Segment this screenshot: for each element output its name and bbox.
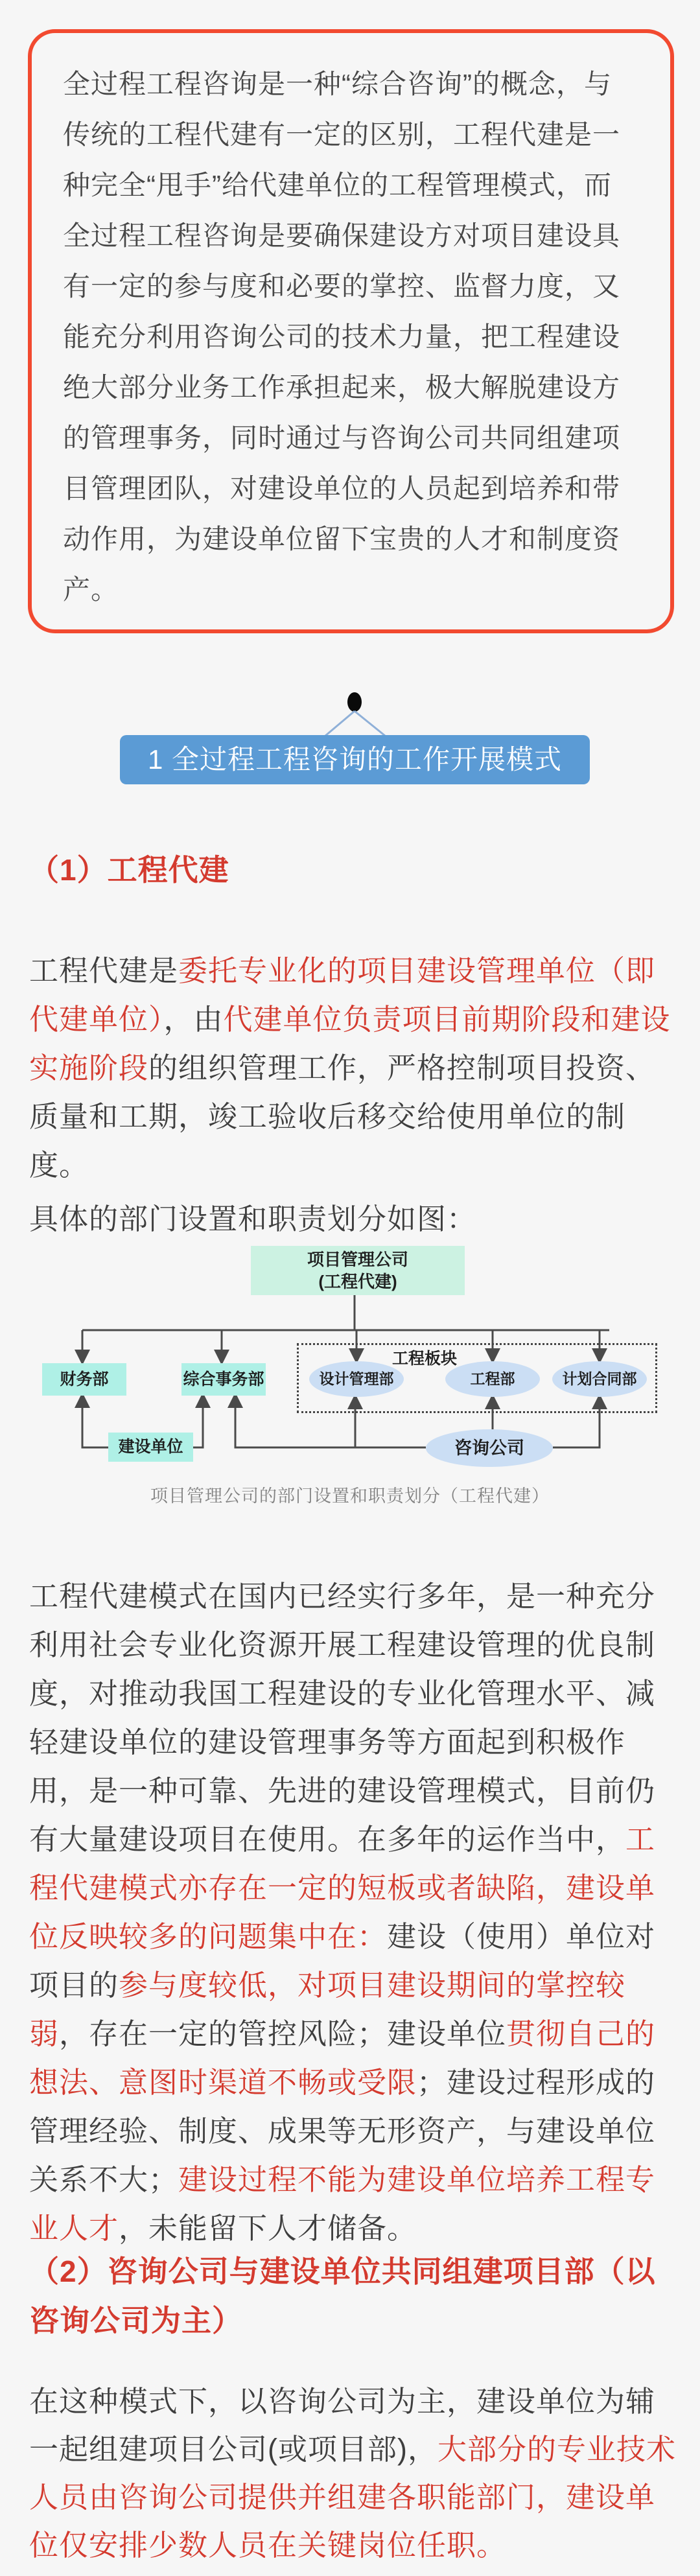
intro-callout-box	[28, 29, 674, 633]
text-run: ；建设过程形成的管理经验、制度、成果等无形资产，与建设单位关系不大；	[29, 2066, 656, 2196]
root-box-line2: (工程代建)	[318, 1272, 397, 1291]
hanger-strings-icon	[316, 709, 397, 738]
design-management-dept-ellipse: 设计管理部	[309, 1361, 404, 1397]
figure-lead-text: 具体的部门设置和职责划分如图：	[29, 1202, 477, 1235]
engineering-group-label: 工程板块	[391, 1350, 457, 1368]
diagram-root-box	[251, 1246, 465, 1295]
heading-mode-2: （2）咨询公司与建设单位共同组建项目部（以咨询公司为主）	[29, 2254, 656, 2337]
text-run: 参与度较低，对项目建设期间的掌控较弱	[29, 1969, 626, 2050]
text-run: 委托专业化的项目建设管理单位（即代建单位）	[29, 954, 656, 1036]
org-structure-diagram	[0, 1232, 700, 1504]
general-affairs-dept-box: 综合事务部	[181, 1363, 266, 1396]
text-run: 建设过程不能为建设单位培养工程专业人才	[29, 2163, 656, 2245]
heading-mode-1: （1）工程代建	[29, 853, 229, 887]
text-run: ，由	[163, 1003, 224, 1036]
root-box-line1: 项目管理公司	[307, 1250, 408, 1269]
paragraph-daijian-definition	[29, 946, 677, 1189]
text-run: ，存在一定的管控风险；建设单位	[59, 2017, 507, 2050]
text-run: ，未能留下人才储备。	[119, 2212, 417, 2245]
finance-dept-box: 财务部	[42, 1363, 126, 1396]
text-run: 贯彻自己的想法、意图时渠道不畅或受限	[29, 2017, 656, 2099]
text-run: 代建单位负责项目前期阶段和建设实施阶段	[29, 1003, 671, 1084]
section-banner	[120, 735, 590, 784]
text-run: 工程代建是	[29, 954, 179, 987]
intro-text: 全过程工程咨询是一种“综合咨询”的概念，与传统的工程代建有一定的区别，工程代建是一种完全“甩手”给代建单位的工程管理模式，而全过程工程咨询是要确保建设方对项目建设具有一定的参与度和必要的掌控、监督力度，又能充分利用咨询公司的技术力量，把工程建设绝大部分业务工作承担起来，极大解脱建设方的管理事务，同时通过与咨询公司共同组建项目管理团队，对建设单位的人员起到培养和带动作用，为建设单位留下宝贵的人才和制度资产。	[63, 69, 621, 605]
paragraph-daijian-evaluation	[29, 1572, 677, 2253]
engineering-dept-ellipse: 工程部	[445, 1361, 540, 1397]
section-banner-label: 1 全过程工程咨询的工作开展模式	[147, 744, 563, 775]
consulting-company-ellipse: 咨询公司	[426, 1429, 553, 1467]
owner-unit-box: 建设单位	[108, 1433, 193, 1462]
text-run: 工程代建模式在国内已经实行多年，是一种充分利用社会专业化资源开展工程建设管理的优良制度，对推动我国工程建设的专业化管理水平、减轻建设单位的建设管理事务等方面起到积极作用，是一种可靠、先进的建设管理模式，目前仍有大量建设项目在使用。在多年的运作当中，	[29, 1580, 656, 1856]
plan-contract-dept-ellipse: 计划合同部	[552, 1361, 647, 1397]
text-run: 大部分的专业技术人员由咨询公司提供并组建各职能部门，建设单位仅安排少数人员在关键岗位任职。	[29, 2433, 676, 2562]
text-run: 在这种模式下，以咨询公司为主，建设单位为辅一起组建项目公司(或项目部)，	[29, 2385, 656, 2466]
text-run: 的组织管理工作，严格控制项目投资、质量和工期，竣工验收后移交给使用单位的制度。	[29, 1051, 656, 1182]
diagram-caption: 项目管理公司的部门设置和职责划分（工程代建）	[150, 1486, 550, 1506]
text-run: 建设（使用）单位对项目的	[29, 1920, 656, 2002]
text-run: 工程代建模式亦存在一定的短板或者缺陷，建设单位反映较多的问题集中在：	[29, 1823, 656, 1953]
paragraph-joint-project-dept	[29, 2378, 677, 2570]
